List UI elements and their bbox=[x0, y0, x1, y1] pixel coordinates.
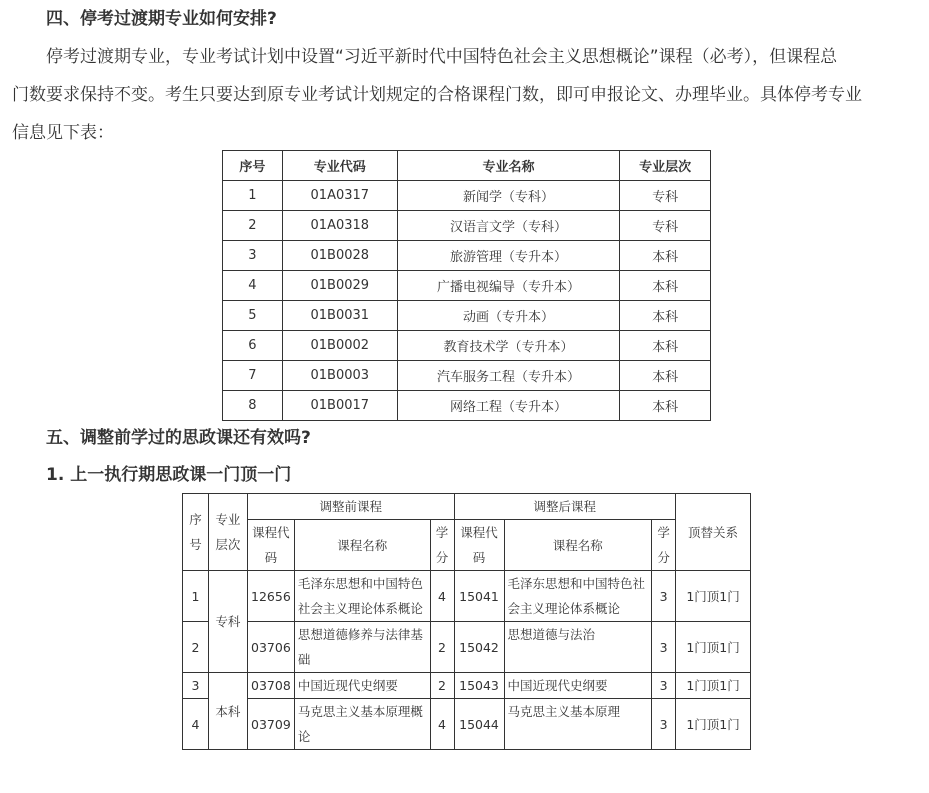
table-header-row bbox=[183, 494, 751, 520]
header-replacement: 顶替关系 bbox=[676, 494, 751, 571]
cell-new-credit: 3 bbox=[652, 571, 676, 622]
cell-level-group: 本科 bbox=[208, 673, 247, 750]
table-row bbox=[183, 571, 751, 622]
cell-new-name: 中国近现代史纲要 bbox=[504, 673, 652, 699]
table-row bbox=[183, 699, 751, 750]
header-old-name: 课程名称 bbox=[294, 520, 430, 571]
cell-name: 汽车服务工程（专升本） bbox=[397, 361, 619, 391]
header-new-code: 课程代码 bbox=[454, 520, 504, 571]
paragraph-line: 停考过渡期专业，专业考试计划中设置“习近平新时代中国特色社会主义思想概论”课程（必考），但课程总 bbox=[46, 47, 838, 67]
cell-code: 01B0003 bbox=[282, 361, 397, 391]
cell-code: 01B0017 bbox=[282, 391, 397, 421]
header-old-code: 课程代码 bbox=[247, 520, 294, 571]
cell-code: 01A0318 bbox=[282, 211, 397, 241]
header-major-name: 专业名称 bbox=[397, 151, 619, 181]
cell-seq: 3 bbox=[223, 241, 283, 271]
cell-old-credit: 2 bbox=[430, 622, 454, 673]
cell-old-code: 03706 bbox=[247, 622, 294, 673]
cell-seq: 7 bbox=[223, 361, 283, 391]
table-row bbox=[223, 241, 711, 271]
header-major-code: 专业代码 bbox=[282, 151, 397, 181]
cell-relation: 1门顶1门 bbox=[676, 673, 751, 699]
section-5-subheading: 1. 上一执行期思政课一门顶一门 bbox=[46, 465, 292, 485]
table-row bbox=[223, 331, 711, 361]
table-row bbox=[223, 361, 711, 391]
cell-old-credit: 4 bbox=[430, 699, 454, 750]
cell-new-code: 15041 bbox=[454, 571, 504, 622]
cell-old-credit: 4 bbox=[430, 571, 454, 622]
cell-level: 本科 bbox=[620, 331, 711, 361]
cell-name: 动画（专升本） bbox=[397, 301, 619, 331]
table-row bbox=[223, 391, 711, 421]
cell-level: 本科 bbox=[620, 301, 711, 331]
cell-seq: 6 bbox=[223, 331, 283, 361]
header-level: 专业层次 bbox=[208, 494, 247, 571]
cell-seq: 8 bbox=[223, 391, 283, 421]
table-row bbox=[223, 211, 711, 241]
cell-new-credit: 3 bbox=[652, 673, 676, 699]
cell-code: 01A0317 bbox=[282, 181, 397, 211]
cell-seq: 4 bbox=[183, 699, 209, 750]
cell-seq: 2 bbox=[183, 622, 209, 673]
cell-name: 旅游管理（专升本） bbox=[397, 241, 619, 271]
cell-new-credit: 3 bbox=[652, 699, 676, 750]
cell-new-name: 思想道德与法治 bbox=[504, 622, 652, 673]
table-row bbox=[223, 271, 711, 301]
cell-level: 专科 bbox=[620, 211, 711, 241]
cell-relation: 1门顶1门 bbox=[676, 699, 751, 750]
section-5-heading: 五、调整前学过的思政课还有效吗? bbox=[46, 428, 311, 448]
paragraph-line: 门数要求保持不变。考生只要达到原专业考试计划规定的合格课程门数，即可申报论文、办理毕业。具体停考专业 bbox=[12, 85, 862, 105]
cell-relation: 1门顶1门 bbox=[676, 571, 751, 622]
cell-old-credit: 2 bbox=[430, 673, 454, 699]
suspended-majors-table bbox=[222, 150, 711, 421]
paragraph-line: 信息见下表： bbox=[12, 123, 114, 143]
cell-new-code: 15042 bbox=[454, 622, 504, 673]
cell-seq: 5 bbox=[223, 301, 283, 331]
cell-level: 本科 bbox=[620, 241, 711, 271]
cell-name: 广播电视编导（专升本） bbox=[397, 271, 619, 301]
cell-seq: 3 bbox=[183, 673, 209, 699]
header-major-level: 专业层次 bbox=[620, 151, 711, 181]
cell-level: 本科 bbox=[620, 391, 711, 421]
cell-old-code: 12656 bbox=[247, 571, 294, 622]
header-after-course: 调整后课程 bbox=[454, 494, 676, 520]
cell-name: 新闻学（专科） bbox=[397, 181, 619, 211]
table-header-row bbox=[223, 151, 711, 181]
cell-code: 01B0028 bbox=[282, 241, 397, 271]
cell-old-code: 03708 bbox=[247, 673, 294, 699]
course-replacement-table bbox=[182, 493, 751, 750]
cell-level: 本科 bbox=[620, 361, 711, 391]
cell-old-code: 03709 bbox=[247, 699, 294, 750]
cell-old-name: 中国近现代史纲要 bbox=[294, 673, 430, 699]
cell-code: 01B0031 bbox=[282, 301, 397, 331]
table-subheader-row bbox=[183, 520, 751, 571]
cell-seq: 2 bbox=[223, 211, 283, 241]
table-row bbox=[183, 673, 751, 699]
table-row bbox=[223, 181, 711, 211]
cell-seq: 1 bbox=[223, 181, 283, 211]
table-row bbox=[183, 622, 751, 673]
header-new-name: 课程名称 bbox=[504, 520, 652, 571]
header-before-course: 调整前课程 bbox=[247, 494, 454, 520]
cell-level: 专科 bbox=[620, 181, 711, 211]
cell-new-credit: 3 bbox=[652, 622, 676, 673]
cell-code: 01B0002 bbox=[282, 331, 397, 361]
section-4-heading: 四、停考过渡期专业如何安排? bbox=[46, 9, 277, 29]
table-row bbox=[223, 301, 711, 331]
cell-relation: 1门顶1门 bbox=[676, 622, 751, 673]
cell-old-name: 毛泽东思想和中国特色社会主义理论体系概论 bbox=[294, 571, 430, 622]
cell-new-name: 毛泽东思想和中国特色社会主义理论体系概论 bbox=[504, 571, 652, 622]
header-seq: 序号 bbox=[183, 494, 209, 571]
cell-seq: 1 bbox=[183, 571, 209, 622]
cell-new-code: 15043 bbox=[454, 673, 504, 699]
cell-level-group: 专科 bbox=[208, 571, 247, 673]
cell-name: 教育技术学（专升本） bbox=[397, 331, 619, 361]
cell-old-name: 马克思主义基本原理概论 bbox=[294, 699, 430, 750]
cell-name: 网络工程（专升本） bbox=[397, 391, 619, 421]
cell-code: 01B0029 bbox=[282, 271, 397, 301]
section-4-paragraph bbox=[12, 38, 924, 152]
cell-name: 汉语言文学（专科） bbox=[397, 211, 619, 241]
cell-new-name: 马克思主义基本原理 bbox=[504, 699, 652, 750]
header-old-credit: 学分 bbox=[430, 520, 454, 571]
cell-level: 本科 bbox=[620, 271, 711, 301]
cell-old-name: 思想道德修养与法律基础 bbox=[294, 622, 430, 673]
header-new-credit: 学分 bbox=[652, 520, 676, 571]
header-seq: 序号 bbox=[223, 151, 283, 181]
cell-seq: 4 bbox=[223, 271, 283, 301]
cell-new-code: 15044 bbox=[454, 699, 504, 750]
